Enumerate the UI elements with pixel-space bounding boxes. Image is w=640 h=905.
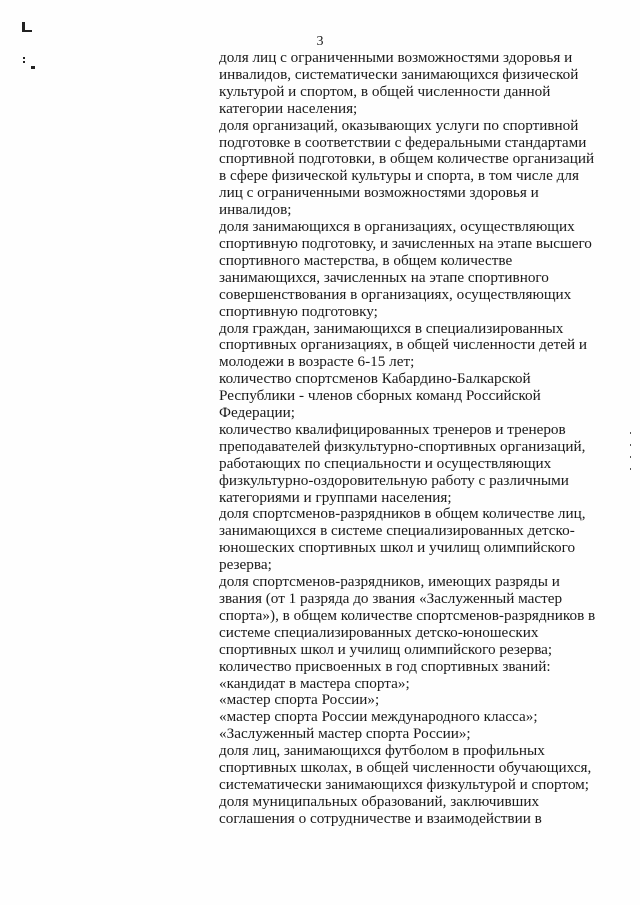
scan-mark [24, 30, 32, 32]
scan-speck [630, 456, 631, 458]
text-line: доля лиц с ограниченными возможностями здоровья и [219, 49, 573, 66]
text-line: категориями и группами населения; [219, 488, 452, 506]
text-line: доля муниципальных образований, заключивших [219, 792, 540, 810]
scan-mark [23, 57, 25, 59]
text-line: культурой и спортом, в общей численности данной [219, 82, 551, 100]
text-line: спортивную подготовку; [219, 302, 378, 320]
text-line: спортивного мастерства, в общем количестве [219, 251, 513, 269]
text-line: совершенствования в организациях, осуществляющих [219, 285, 572, 303]
text-line: доля спортсменов-разрядников, имеющих разряды и [219, 573, 560, 591]
text-line: инвалидов, систематически занимающихся физической [219, 65, 579, 83]
text-line: доля организаций, оказывающих услуги по спортивной [219, 116, 579, 134]
scan-speck [630, 432, 631, 434]
text-line: спортивных организациях, в общей численности детей и [219, 336, 588, 354]
scan-speck [630, 468, 631, 470]
text-line: количество квалифицированных тренеров и тренеров [219, 420, 566, 438]
text-line: количество спортсменов Кабардино-Балкарской [219, 370, 531, 388]
text-line: доля спортсменов-разрядников в общем количестве лиц, [219, 505, 586, 523]
text-line: юношеских спортивных школ и училищ олимпийского [219, 539, 576, 557]
scan-mark [23, 61, 25, 63]
scan-mark [31, 66, 35, 69]
text-line: подготовке в соответствии с федеральными стандартами [219, 133, 587, 151]
text-line: системе специализированных детско-юношеских [219, 623, 539, 641]
scan-speck [630, 444, 631, 446]
text-line: спортивных школах, в общей численности обучающихся, [219, 759, 592, 777]
text-line: доля граждан, занимающихся в специализированных [219, 319, 564, 337]
text-line: «кандидат в мастера спорта»; [219, 674, 410, 692]
text-line: соглашения о сотрудничестве и взаимодействии в [219, 809, 542, 827]
text-line: «Заслуженный мастер спорта России»; [219, 725, 471, 743]
text-line: лиц с ограниченными возможностями здоровья и [219, 184, 539, 202]
text-line: работающих по специальности и осуществляющих [219, 454, 552, 472]
text-line: доля лиц, занимающихся футболом в профильных [219, 742, 545, 760]
text-line: спортивной подготовки, в общем количестве организаций [219, 150, 595, 168]
text-line: спортивную подготовку, и зачисленных на этапе высшего [219, 234, 592, 252]
text-line: резерва; [219, 556, 272, 574]
text-line: занимающихся, зачисленных на этапе спортивного [219, 268, 549, 286]
text-line: молодежи в возрасте 6-15 лет; [219, 353, 415, 371]
text-line: инвалидов; [219, 201, 292, 219]
text-line: категории населения; [219, 99, 358, 117]
text-line: звания (от 1 разряда до звания «Заслуженный мастер [219, 590, 563, 607]
text-line: систематически занимающихся физкультурой и спортом; [219, 775, 589, 793]
text-line: занимающихся в системе специализированных детско- [219, 522, 575, 540]
text-line: «мастер спорта России»; [219, 691, 380, 709]
text-line: в сфере физической культуры и спорта, в том числе для [219, 167, 579, 185]
text-line: доля занимающихся в организациях, осуществляющих [219, 218, 575, 236]
page-number: 3 [316, 34, 324, 49]
text-line: преподавателей физкультурно-спортивных организаций, [219, 437, 586, 455]
text-line: Республики - членов сборных команд Российской [219, 387, 541, 405]
text-line: количество присвоенных в год спортивных званий: [219, 657, 551, 675]
body-text [219, 50, 615, 828]
text-line: физкультурно-оздоровительную работу с различными [219, 471, 569, 489]
text-line: спорта»), в общем количестве спортсменов-разрядников в [219, 606, 596, 624]
text-line: спортивных школ и училищ олимпийского резерва; [219, 640, 553, 658]
text-line: «мастер спорта России международного класса»; [219, 708, 538, 726]
text-line: Федерации; [219, 404, 295, 422]
